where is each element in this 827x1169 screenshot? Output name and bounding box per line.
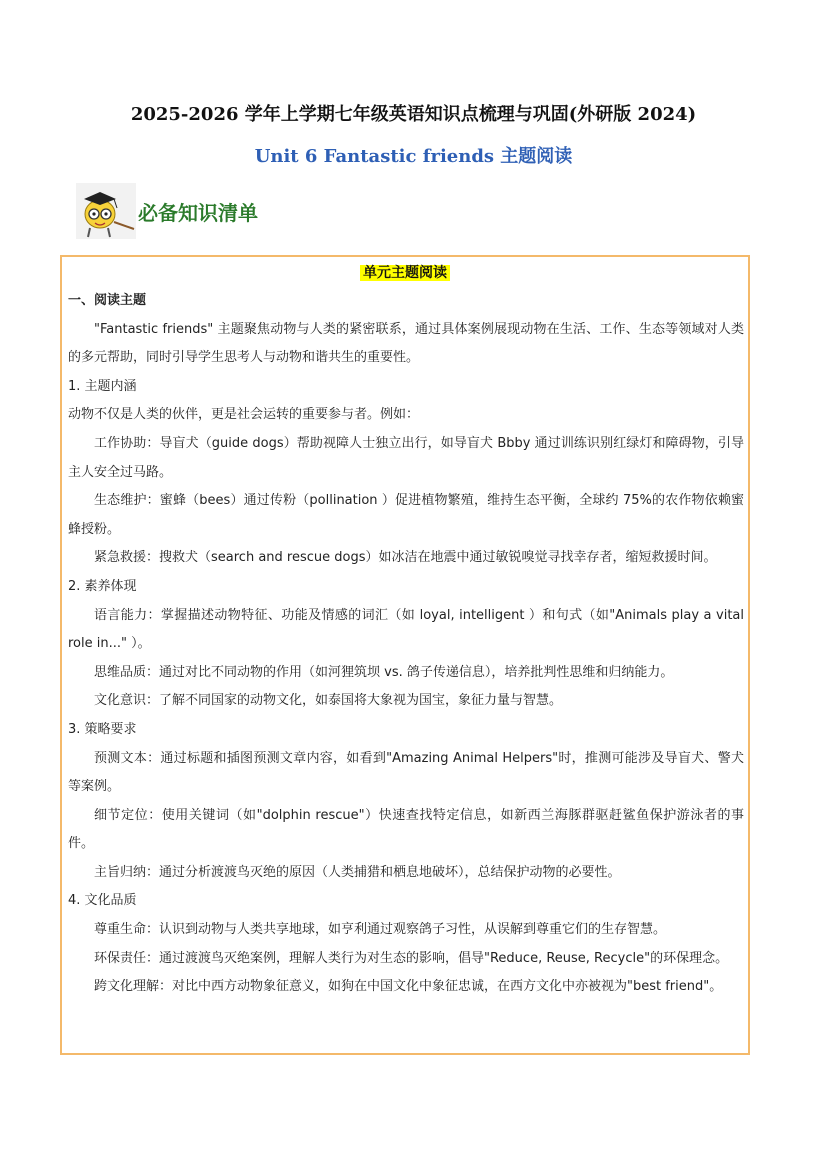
paragraph: 跨文化理解：对比中西方动物象征意义，如狗在中国文化中象征忠诚，在西方文化中亦被视为"best friend"。 — [94, 979, 723, 995]
paragraph: 语言能力：掌握描述动物特征、功能及情感的词汇（如 loyal, intelligent ）和句式（如"Animals play a vital role in..." ）。 — [68, 607, 744, 652]
box-content — [68, 287, 744, 1002]
paragraph: 文化意识：了解不同国家的动物文化，如泰国将大象视为国宝，象征力量与智慧。 — [94, 693, 563, 709]
paragraph: 工作协助：导盲犬（guide dogs）帮助视障人士独立出行，如导盲犬 Bbby 通过训练识别红绿灯和障碍物，引导主人安全过马路。 — [68, 435, 744, 480]
section-heading: 必备知识清单 — [138, 201, 258, 225]
paragraph: 环保责任：通过渡渡鸟灭绝案例，理解人类行为对生态的影响，倡导"Reduce, Reuse, Recycle"的环保理念。 — [94, 950, 729, 966]
paragraph: 3. 策略要求 — [68, 721, 137, 737]
page-title: 2025-2026 学年上学期七年级英语知识点梳理与巩固(外研版 2024) — [130, 104, 697, 125]
paragraph: 一、阅读主题 — [68, 293, 147, 308]
paragraph: 思维品质：通过对比不同动物的作用（如河狸筑坝 vs. 鸽子传递信息），培养批判性思维和归纳能力。 — [94, 664, 674, 680]
paragraph: 主旨归纳：通过分析渡渡鸟灭绝的原因（人类捕猎和栖息地破坏），总结保护动物的必要性。 — [94, 864, 621, 880]
paragraph: 细节定位：使用关键词（如"dolphin rescue"）快速查找特定信息，如新西兰海豚群驱赶鲨鱼保护游泳者的事件。 — [68, 807, 744, 852]
paragraph: 2. 素养体现 — [68, 578, 137, 594]
box-title: 单元主题阅读 — [360, 265, 450, 281]
paragraph: 1. 主题内涵 — [68, 378, 137, 394]
paragraph: 4. 文化品质 — [68, 893, 137, 909]
paragraph: 尊重生命：认识到动物与人类共享地球，如亨利通过观察鸽子习性，从误解到尊重它们的生存智慧。 — [94, 922, 667, 938]
scholar-cartoon-icon — [76, 183, 136, 239]
page-subtitle: Unit 6 Fantastic friends 主题阅读 — [254, 146, 573, 167]
paragraph: 动物不仅是人类的伙伴，更是社会运转的重要参与者。例如： — [68, 407, 420, 423]
paragraph: "Fantastic friends" 主题聚焦动物与人类的紧密联系，通过具体案例展现动物在生活、工作、生态等领域对人类的多元帮助，同时引导学生思考人与动物和谐共生的重要性。 — [68, 321, 744, 366]
unit-reading-box — [60, 255, 750, 1055]
paragraph: 预测文本：通过标题和插图预测文章内容，如看到"Amazing Animal Helpers"时，推测可能涉及导盲犬、警犬等案例。 — [68, 750, 744, 795]
paragraph: 生态维护：蜜蜂（bees）通过传粉（pollination ）促进植物繁殖，维持生态平衡，全球约 75%的农作物依赖蜜蜂授粉。 — [68, 493, 744, 537]
paragraph: 紧急救援：搜救犬（search and rescue dogs）如冰洁在地震中通过敏锐嗅觉寻找幸存者，缩短救援时间。 — [94, 550, 717, 566]
